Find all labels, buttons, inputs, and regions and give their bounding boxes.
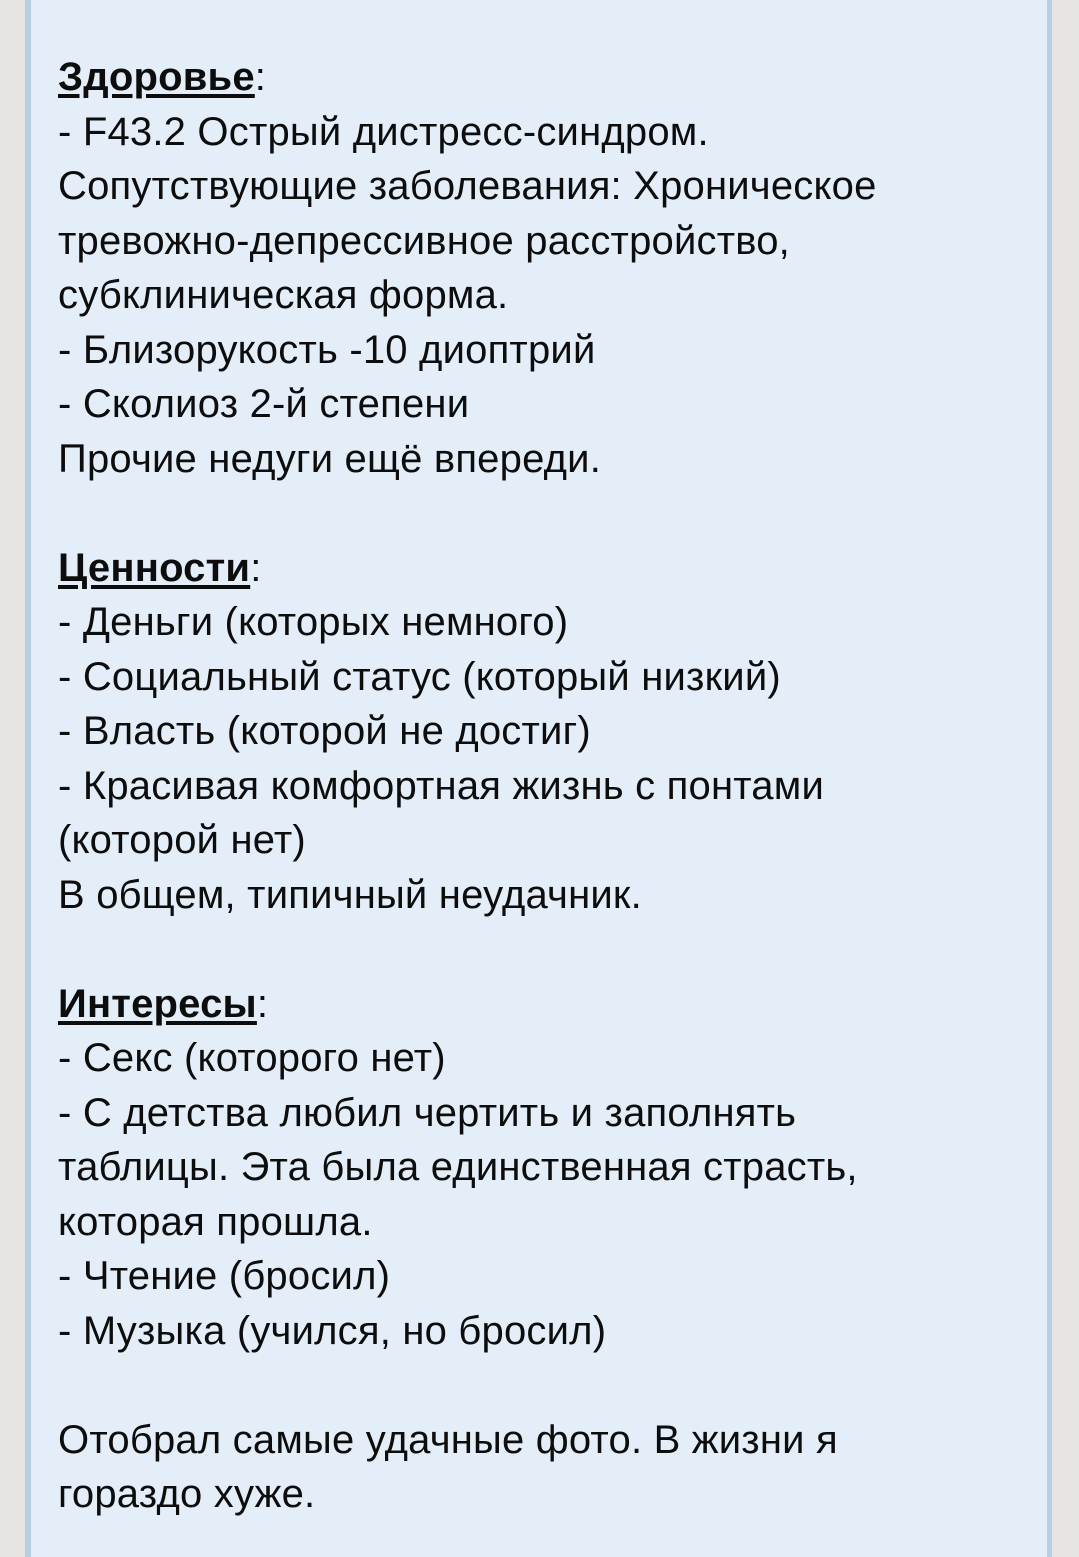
text-line: - Красивая комфортная жизнь с понтами: [58, 763, 824, 808]
section-heading: Здоровье: [58, 55, 255, 99]
text-line: (которой нет): [58, 818, 306, 862]
text-line: тревожно-депрессивное расстройство,: [58, 218, 790, 263]
text-line: - Близорукость -10 диоптрий: [58, 327, 596, 372]
section-heading-colon: :: [254, 55, 267, 99]
quote-block: [25, 0, 1052, 1557]
section-heading-line: [58, 50, 1027, 105]
section-heading-colon: :: [250, 545, 262, 590]
section-heading: Ценности: [58, 545, 251, 590]
text-line: - F43.2 Острый дистресс-синдром.: [58, 109, 709, 154]
text-line: - Деньги (которых немного): [58, 600, 569, 644]
profile-section: [58, 541, 1027, 923]
section-heading: Интересы: [58, 981, 257, 1026]
text-line: - Сколиоз 2-й степени: [58, 382, 470, 426]
profile-text: [31, 0, 1047, 1542]
text-line: - Власть (которой не достиг): [58, 709, 591, 753]
text-line: - С детства любил чертить и заполнять: [58, 1090, 797, 1135]
text-line: Сопутствующие заболевания: Хроническое: [58, 164, 877, 208]
text-line: Прочие недуги ещё впереди.: [58, 436, 602, 481]
text-line: - Музыка (учился, но бросил): [58, 1308, 607, 1353]
profile-section: [58, 50, 1027, 486]
profile-section: [58, 977, 1027, 1359]
section-heading-line: [58, 977, 1027, 1032]
profile-section: [58, 1413, 1027, 1522]
text-line: субклиническая форма.: [58, 273, 509, 317]
section-heading-colon: :: [256, 981, 269, 1026]
text-line: - Чтение (бросил): [58, 1254, 391, 1298]
text-line: В общем, типичный неудачник.: [58, 872, 642, 917]
text-line: которая прошла.: [58, 1199, 373, 1244]
text-line: Отобрал самые удачные фото. В жизни я: [58, 1417, 838, 1462]
text-line: - Секс (которого нет): [58, 1036, 446, 1080]
text-line: таблицы. Эта была единственная страсть,: [58, 1145, 858, 1189]
text-line: - Социальный статус (который низкий): [58, 654, 781, 699]
section-heading-line: [58, 541, 1027, 596]
text-line: гораздо хуже.: [58, 1472, 316, 1516]
